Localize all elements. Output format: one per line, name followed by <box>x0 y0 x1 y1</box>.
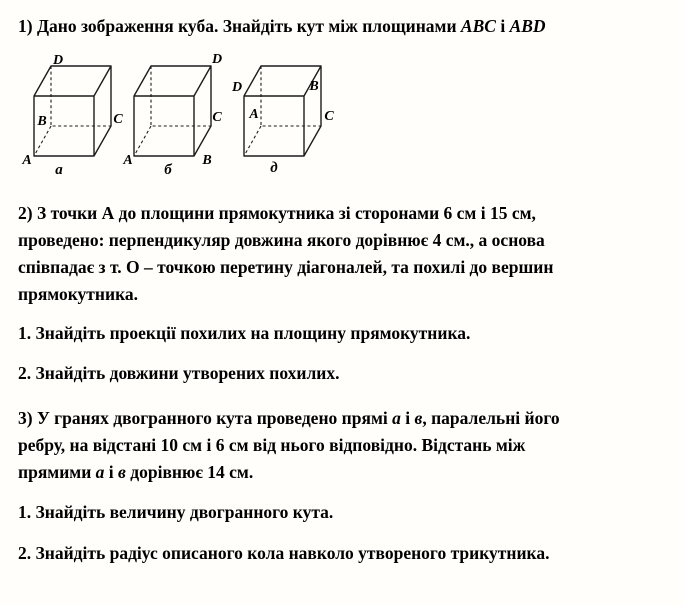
cube-figures-svg <box>16 53 356 178</box>
cube-b-vertex-B: B <box>202 153 212 168</box>
problem2-line-1: 2) З точки А до площини прямокутника зі сторонами 6 см і 15 см, <box>18 203 536 223</box>
problem3-line-3 <box>18 459 664 486</box>
cube-b-vertex-D: D <box>211 53 223 67</box>
cube-d-vertex-D: D <box>231 80 243 95</box>
problem3-statement <box>18 405 664 486</box>
problem2-line-3: співпадає з т. О – точкою перетину діагоналей, та похилі до вершин <box>18 257 554 277</box>
cube-a-vertex-B: B <box>37 114 47 129</box>
problem1-title <box>18 13 664 40</box>
cube-d-vertex-A: A <box>249 107 259 122</box>
cube-b-vertex-C: C <box>212 110 222 125</box>
cube-a-vertex-C: C <box>113 112 123 127</box>
problem1-title-conjunction: і <box>495 16 510 36</box>
cube-a-solid-edges <box>34 66 111 156</box>
cube-a-caption: а <box>55 162 63 178</box>
cube-b-caption: б <box>164 162 172 178</box>
problem3-line1-text: 3) У гранях двогранного кута проведено прямі <box>18 408 393 428</box>
cube-a-vertex-A: A <box>22 153 32 168</box>
line-a-label-2: а <box>95 462 105 482</box>
cube-b-hidden-edges <box>134 66 211 156</box>
cube-figure-d <box>231 66 334 176</box>
problem3-line1-conjunction: і <box>400 408 415 428</box>
plane-abd-label: ABD <box>509 16 546 36</box>
problem3-line3-conjunction: і <box>104 462 119 482</box>
cube-b-vertex-A: A <box>123 153 133 168</box>
problem3-subtask-2: 2. Знайдіть радіус описаного кола навколо утвореного трикутника. <box>18 543 550 563</box>
problem3-line1-suffix: , паралельні його <box>422 408 560 428</box>
cube-b-solid-edges <box>134 66 211 156</box>
problem3-line-2: ребру, на відстані 10 см і 6 см від нього відповідно. Відстань між <box>18 435 526 455</box>
cube-d-caption: д <box>270 160 278 176</box>
cube-a-vertex-D: D <box>52 53 64 68</box>
problem2-line-2: проведено: перпендикуляр довжина якого дорівнює 4 см., а основа <box>18 230 545 250</box>
problem3-line3-text: прямими <box>18 462 96 482</box>
problem2-subtask-1: 1. Знайдіть проекції похилих на площину прямокутника. <box>18 323 471 343</box>
problem2-line-4: прямокутника. <box>18 284 139 304</box>
problem3-line3-suffix: дорівнює 14 см. <box>125 462 254 482</box>
problem2-subtask-2: 2. Знайдіть довжини утворених похилих. <box>18 363 340 383</box>
cube-figure-a <box>21 53 123 178</box>
cube-d-vertex-B: B <box>309 79 319 94</box>
problem1-title-text: 1) Дано зображення куба. Знайдіть кут між площинами <box>18 16 461 36</box>
problem2-statement <box>18 200 664 308</box>
plane-abc-label: ABC <box>460 16 496 36</box>
line-v-label: в <box>414 408 423 428</box>
line-a-label: а <box>392 408 401 428</box>
cube-figure-b <box>122 53 222 178</box>
cube-figures <box>18 53 664 178</box>
problem3-subtask-1: 1. Знайдіть величину двогранного кута. <box>18 502 334 522</box>
line-v-label-2: в <box>118 462 126 482</box>
cube-a-hidden-edges <box>34 66 111 156</box>
problem3-line-1 <box>18 405 664 432</box>
cube-d-vertex-C: C <box>324 109 334 124</box>
